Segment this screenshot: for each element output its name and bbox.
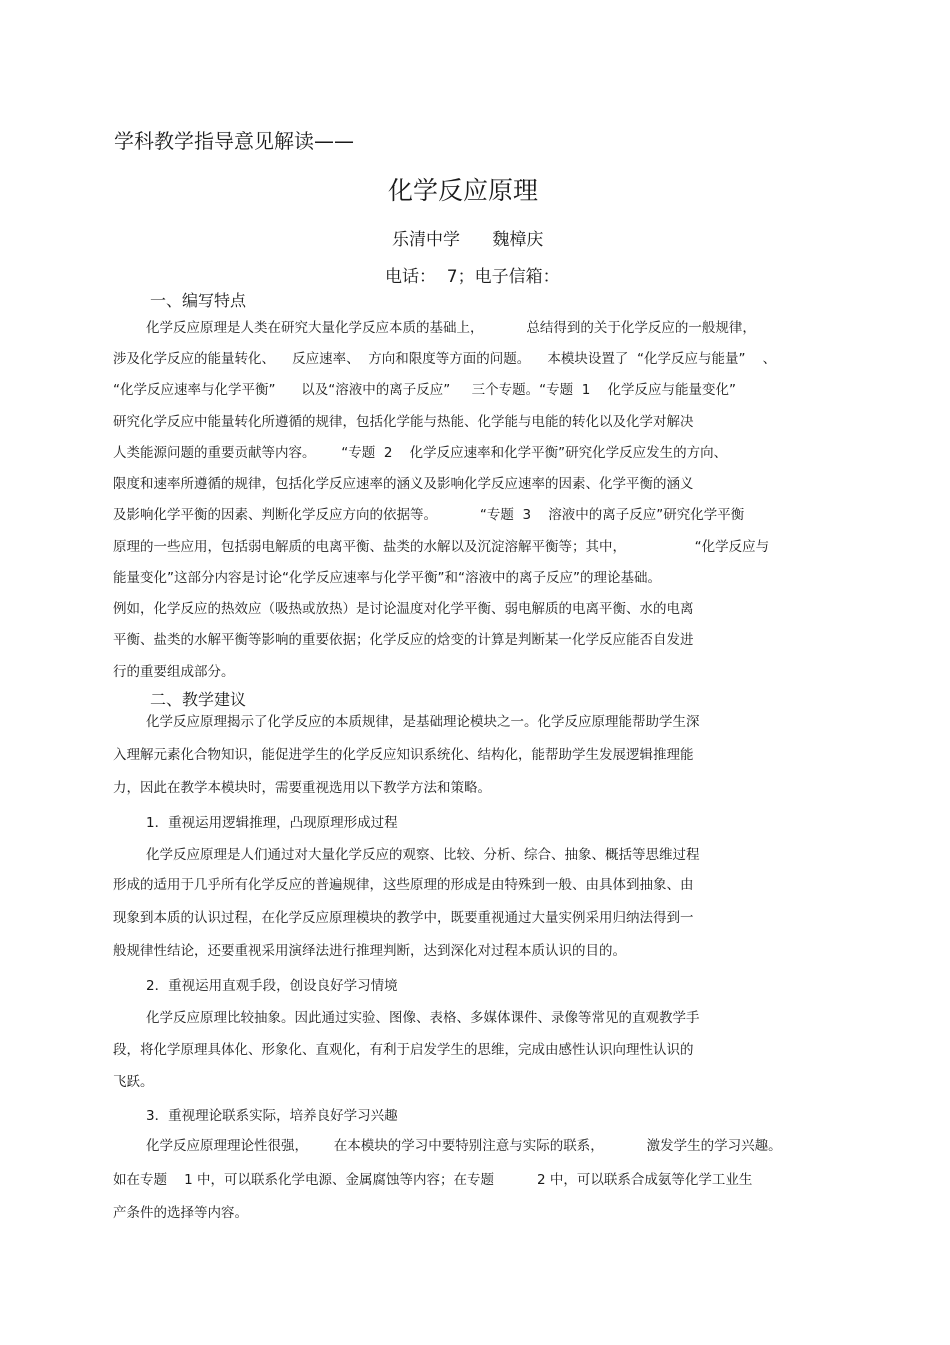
text-line: 如在专题 1 中，可以联系化学电源、金属腐蚀等内容；在专题 2 中，可以联系合成氨等化学工业生: [113, 1172, 753, 1188]
subheading: 1．重视运用逻辑推理，凸现原理形成过程: [146, 815, 398, 831]
text-line: 般规律性结论，还要重视采用演绎法进行推理判断，达到深化对过程本质认识的目的。: [113, 943, 626, 959]
text-line: 产条件的选择等内容。: [113, 1205, 248, 1221]
text-line: 现象到本质的认识过程，在化学反应原理模块的教学中，既要重视通过大量实例采用归纳法得到一: [113, 910, 694, 926]
text-line: 涉及化学反应的能量转化、 反应速率、 方向和限度等方面的问题。 本模块设置了 “化学反应与能量” 、: [113, 351, 777, 367]
text-line: 研究化学反应中能量转化所遵循的规律，包括化学能与热能、化学能与电能的转化以及化学对解决: [113, 414, 694, 430]
subheading: 3．重视理论联系实际，培养良好学习兴趣: [146, 1108, 398, 1124]
text-line: 及影响化学平衡的因素、判断化学反应方向的依据等。 “专题 3 溶液中的离子反应”研究化学平衡: [113, 507, 745, 523]
text-line: 例如，化学反应的热效应（吸热或放热）是讨论温度对化学平衡、弱电解质的电离平衡、水的电离: [113, 601, 694, 617]
text-line: 平衡、盐类的水解平衡等影响的重要依据；化学反应的焓变的计算是判断某一化学反应能否自发进: [113, 632, 694, 648]
page-title: 化学反应原理: [388, 176, 539, 205]
text-line: 飞跃。: [113, 1074, 154, 1090]
section-heading: 二、教学建议: [150, 690, 247, 709]
text-line: 人类能源问题的重要贡献等内容。 “专题 2 化学反应速率和化学平衡”研究化学反应发生的方向、: [113, 445, 728, 461]
text-line: 行的重要组成部分。: [113, 664, 235, 680]
text-line: 化学反应原理是人们通过对大量化学反应的观察、比较、分析、综合、抽象、概括等思维过程: [146, 847, 700, 863]
text-line: 化学反应原理比较抽象。因此通过实验、图像、表格、多媒体课件、录像等常见的直观教学手: [146, 1010, 700, 1026]
text-line: 力，因此在教学本模块时，需要重视选用以下教学方法和策略。: [113, 780, 491, 796]
author-byline: 乐清中学 魏樟庆: [392, 230, 544, 250]
text-line: 入理解元素化合物知识，能促进学生的化学反应知识系统化、结构化，能帮助学生发展逻辑推理能: [113, 747, 694, 763]
text-line: 原理的一些应用，包括弱电解质的电离平衡、盐类的水解以及沉淀溶解平衡等；其中， “化学反应与: [113, 539, 770, 555]
text-line: 形成的适用于几乎所有化学反应的普遍规律，这些原理的形成是由特殊到一般、由具体到抽象、由: [113, 877, 694, 893]
section-heading: 一、编写特点: [150, 291, 247, 310]
text-line: 化学反应原理揭示了化学反应的本质规律，是基础理论模块之一。化学反应原理能帮助学生深: [146, 714, 700, 730]
subheading: 2．重视运用直观手段，创设良好学习情境: [146, 978, 398, 994]
pre-title: 学科教学指导意见解读——: [114, 129, 354, 153]
contact-info: 电话： 7；电子信箱：: [385, 267, 560, 287]
text-line: 段，将化学原理具体化、形象化、直观化，有利于启发学生的思维，完成由感性认识向理性认识的: [113, 1042, 694, 1058]
text-line: 化学反应原理是人类在研究大量化学反应本质的基础上， 总结得到的关于化学反应的一般规律，: [146, 320, 756, 336]
text-line: “化学反应速率与化学平衡” 以及“溶液中的离子反应” 三个专题。“专题 1 化学反应与能量变化”: [113, 382, 737, 398]
text-line: 限度和速率所遵循的规律，包括化学反应速率的涵义及影响化学反应速率的因素、化学平衡的涵义: [113, 476, 694, 492]
text-line: 能量变化”这部分内容是讨论“化学反应速率与化学平衡”和“溶液中的离子反应”的理论基础。: [113, 570, 661, 586]
text-line: 化学反应原理理论性很强， 在本模块的学习中要特别注意与实际的联系， 激发学生的学习兴趣。: [146, 1138, 782, 1154]
